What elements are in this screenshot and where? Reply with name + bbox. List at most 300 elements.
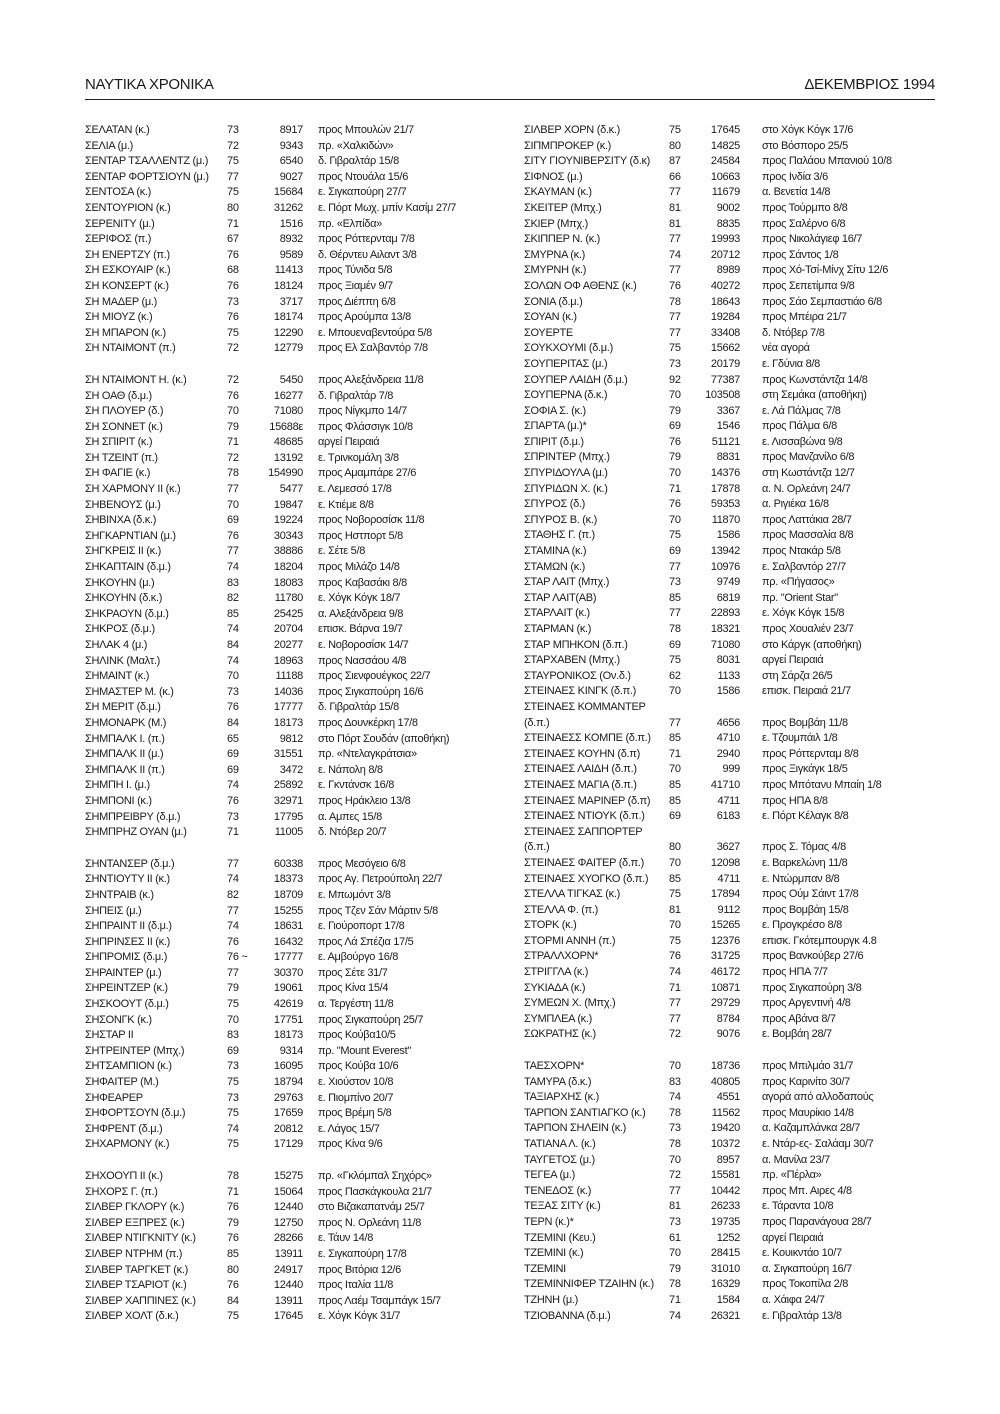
status-note: προς Φλάσσιγκ 10/8 (318, 420, 413, 433)
list-entry (524, 591, 964, 607)
list-entry (524, 560, 964, 576)
list-entry (524, 794, 964, 810)
list-entry (524, 1090, 964, 1106)
tonnage: 1586 (716, 685, 740, 698)
status-note: αγορά από αλλοδαπούς (762, 1091, 874, 1104)
tonnage: 20277 (273, 639, 303, 651)
build-year: 85 (227, 1247, 239, 1260)
build-year: 73 (227, 810, 239, 823)
status-note: ε. Χιούστον 10/8 (318, 1076, 394, 1089)
build-year: 69 (669, 420, 681, 433)
tonnage: 12750 (273, 1216, 303, 1229)
vessel-name: ΣΠΑΡΤΑ (μ.)* (524, 420, 587, 433)
vessel-name: ΣΗΚΡΑΟΥΝ (δ.μ.) (85, 607, 169, 620)
list-entry (85, 1231, 515, 1247)
status-note: ε. Τάραντα 10/8 (762, 1200, 834, 1213)
status-note: στο Βιζακαπατνάμ 25/7 (318, 1201, 425, 1214)
vessel-name: ΣΗΤΡΕΙΝΤΕΡ (Μπχ.) (85, 1044, 185, 1057)
list-entry (524, 575, 964, 591)
status-note: προς Καβασάκι 8/8 (318, 576, 407, 589)
status-note: ε. Τάυν 14/8 (318, 1232, 374, 1245)
tonnage: 8957 (716, 1153, 740, 1166)
list-entry (524, 700, 964, 716)
build-year: 77 (227, 483, 239, 496)
tonnage: 18083 (273, 576, 303, 589)
tonnage: 4551 (716, 1091, 740, 1104)
tonnage: 10871 (710, 981, 740, 994)
vessel-name: ΣΠΥΡΙΔΟΥΛΑ (μ.) (524, 467, 608, 480)
build-year: 75 (227, 1076, 239, 1089)
status-note: ε. Σιγκαπούρη 17/8 (318, 1247, 407, 1260)
list-entry (524, 1027, 964, 1043)
list-entry (85, 544, 515, 560)
build-year: 61 (669, 1231, 681, 1244)
build-year: 78 (669, 1106, 681, 1119)
right-column (524, 123, 964, 1324)
tonnage: 46172 (710, 966, 740, 979)
build-year: 81 (669, 1200, 681, 1213)
build-year: 74 (227, 1122, 239, 1135)
status-note: δ. Ντόβερ 20/7 (318, 826, 387, 839)
status-note: προς Αβάνα 8/7 (762, 1012, 836, 1025)
list-entry (85, 1028, 515, 1044)
tonnage: 14825 (710, 139, 740, 152)
vessel-name: ΤΑΕΣΧΟΡΝ* (524, 1060, 585, 1073)
vessel-name: ΣΕΡΙΦΟΣ (π.) (85, 233, 152, 246)
status-note: ε. Τζουμπάιλ 1/8 (762, 732, 838, 745)
list-entry (85, 763, 515, 779)
status-note: ε. Ντώρμπαν 8/8 (762, 872, 840, 885)
vessel-name: ΣΥΜΠΛΕΑ (κ.) (524, 1012, 592, 1025)
tonnage: 11870 (711, 513, 740, 526)
status-note: ε. Γιούροπορτ 17/8 (318, 920, 405, 933)
header-rule (85, 99, 935, 100)
vessel-name: ΣΜΥΡΝΗ (κ.) (524, 264, 587, 277)
vessel-name: ΣΤΑΡΛΑΙΤ (κ.) (524, 607, 590, 620)
tonnage: 13942 (710, 545, 740, 558)
status-note: ε. Βαρκελώνη 11/8 (762, 856, 848, 869)
build-year: 75 (669, 529, 681, 542)
list-entry (524, 544, 964, 560)
vessel-name: ΣΤΑΜΙΝΑ (κ.) (524, 545, 587, 558)
vessel-name: ΣΗΧΟΟΥΠ ΙΙ (κ.) (85, 1170, 163, 1182)
status-note: επισκ. Πειραιά 21/7 (762, 685, 851, 698)
status-note: προς Βομβάη 15/8 (762, 903, 849, 916)
list-entry (85, 498, 515, 514)
status-note: προς Τούρμπο 8/8 (762, 201, 848, 214)
tonnage: 11188 (275, 670, 303, 683)
build-year: 67 (227, 233, 239, 246)
build-year: 71 (227, 217, 239, 230)
status-note: προς Ντακάρ 5/8 (762, 545, 841, 558)
tonnage: 12376 (710, 934, 740, 947)
build-year: 76 (227, 701, 239, 714)
tonnage: 30370 (273, 966, 303, 979)
build-year: 81 (669, 903, 681, 916)
tonnage: 4711 (717, 872, 740, 885)
status-note: ε. Σέτε 5/8 (318, 545, 366, 558)
list-entry (524, 1277, 964, 1293)
list-entry (524, 482, 964, 498)
vessel-name: ΣΤΑΡ ΜΠΗΚΟΝ (δ.π.) (524, 638, 628, 651)
vessel-name: ΣΤΑΘΗΣ Γ. (π.) (524, 529, 595, 542)
status-note: προς Σ. Τόμας 4/8 (762, 841, 846, 854)
build-year: 71 (669, 482, 681, 495)
vessel-name: ΣΗ ΜΙΟΥΖ (κ.) (85, 311, 153, 324)
build-year: 77 (227, 170, 239, 183)
vessel-name: ΣΗΠΡΟΜΙΣ (δ.μ.) (85, 951, 168, 964)
entry-group (85, 1169, 515, 1325)
list-entry (85, 904, 515, 920)
status-note: α. Τεργέστη 11/8 (318, 998, 394, 1011)
status-note: ε. Χόγκ Κόγκ 18/7 (318, 592, 401, 605)
status-note: ε. Κτιέμε 8/8 (318, 498, 374, 511)
list-entry (85, 716, 515, 732)
tonnage: 6540 (279, 155, 303, 168)
list-entry (524, 341, 964, 357)
vessel-name: ΤΑΜΥΡΑ (δ.κ.) (524, 1075, 592, 1088)
build-year: 80 (669, 139, 681, 152)
list-entry (524, 435, 964, 451)
list-entry (85, 1106, 515, 1122)
status-note: προς Σαλέρνο 6/8 (762, 217, 846, 230)
tonnage: 9812 (279, 732, 303, 745)
list-entry (524, 1168, 964, 1184)
tonnage: 9343 (279, 139, 303, 152)
status-note: προς Νικολάγιεφ 16/7 (762, 233, 863, 246)
status-note: προς Κούβα10/5 (318, 1029, 396, 1042)
vessel-name: ΣΕΝΤΟΥΡΙΟΝ (κ.) (85, 201, 171, 214)
tonnage: 12440 (273, 1279, 303, 1292)
status-note: προς Κούβα 10/6 (318, 1060, 399, 1073)
vessel-name: ΤΖΕΜΙΝΝΙΦΕΡ ΤΖΑΙΗΝ (κ.) (524, 1278, 654, 1291)
tonnage: 15265 (710, 919, 740, 932)
build-year: 76 (669, 498, 681, 511)
build-year: 73 (227, 124, 239, 136)
status-note: στο Κάργκ (αποθήκη) (762, 638, 862, 651)
vessel-name: ΣΠΥΡΟΣ (δ.) (524, 498, 586, 511)
list-entry (524, 762, 964, 778)
vessel-name: ΣΗ ΝΤΑΙΜΟΝΤ Η. (κ.) (85, 373, 187, 386)
tonnage: 15064 (273, 1185, 303, 1198)
build-year: 73 (227, 685, 239, 698)
vessel-name: ΣΗΡΑΙΝΤΕΡ (μ.) (85, 966, 162, 979)
vessel-name: ΣΗΜΠΑΛΚ Ι. (π.) (85, 732, 165, 745)
tonnage: 1586 (716, 529, 740, 542)
list-entry (85, 1122, 515, 1138)
vessel-name: ΣΗΦΡΕΝΤ (δ.μ.) (85, 1122, 163, 1135)
tonnage: 3717 (279, 295, 303, 308)
vessel-name: ΣΗ ΜΕΡΙΤ (δ.μ.) (85, 701, 161, 714)
status-note: δ. Γιβραλτάρ 7/8 (318, 389, 394, 402)
build-year: 71 (669, 747, 681, 760)
vessel-name: ΣΤΡΙΓΓΛΑ (κ.) (524, 966, 589, 979)
vessel-name: ΣΗΦΕΑΡΕΡ (85, 1091, 143, 1104)
status-note: νέα αγορά (762, 342, 810, 355)
build-year: 77 (669, 326, 681, 339)
build-year: 83 (227, 1029, 239, 1042)
status-note: προς Σέτε 31/7 (318, 966, 388, 979)
vessel-name: ΣΗ ΧΑΡΜΟΝΥ ΙΙ (κ.) (85, 483, 181, 496)
list-entry (524, 996, 964, 1012)
tonnage: 48685 (273, 436, 303, 449)
vessel-name: ΤΕΡΝ (κ.)* (524, 1215, 574, 1228)
vessel-name: ΣΠΥΡΙΔΩΝ Χ. (κ.) (524, 482, 608, 495)
tonnage: 19993 (710, 233, 740, 246)
list-entry (524, 606, 964, 622)
vessel-name: ΣΗΠΕΙΣ (μ.) (85, 904, 142, 917)
tonnage: 20812 (273, 1122, 303, 1135)
vessel-name: ΣΚΑΥΜΑΝ (κ.) (524, 186, 592, 199)
list-entry (85, 310, 515, 326)
vessel-name: ΣΙΛΒΕΡ ΤΣΑΡΙΟΤ (κ.) (85, 1279, 187, 1292)
list-entry (524, 388, 964, 404)
tonnage: 17777 (273, 951, 303, 964)
build-year: 72 (227, 342, 239, 355)
list-entry (524, 825, 964, 841)
build-year: 74 (227, 779, 239, 792)
vessel-name: ΣΤΕΙΝΑΕΣ ΦΑΙΤΕΡ (δ.π.) (524, 856, 645, 869)
list-entry (85, 669, 515, 685)
build-year: 74 (227, 654, 239, 667)
tonnage: 9076 (716, 1028, 740, 1041)
status-note: προς Αργεντινή 4/8 (762, 997, 851, 1010)
status-note: ε. Πιομπίνο 20/7 (318, 1091, 394, 1104)
build-year: 78 (227, 467, 239, 480)
tonnage: 17795 (273, 810, 303, 823)
build-year: 75 (669, 888, 681, 901)
build-year: 68 (227, 264, 239, 277)
vessel-name: ΣΤΕΙΝΑΕΣ ΚΟΜΜΑΝΤΕΡ (524, 700, 646, 713)
vessel-name: ΣΟΦΙΑ Σ. (κ.) (524, 404, 586, 417)
build-year: 71 (669, 1293, 681, 1306)
tonnage: 8831 (716, 451, 740, 464)
build-year: 77 (669, 233, 681, 246)
list-entry (524, 217, 964, 233)
tonnage: 31725 (710, 950, 740, 963)
tonnage: 59353 (710, 498, 740, 511)
status-note: α. Μανίλα 23/7 (762, 1153, 830, 1166)
status-note: ε. Λάγος 15/7 (318, 1122, 380, 1135)
vessel-name: ΤΑΥΓΕΤΟΣ (μ.) (524, 1153, 595, 1166)
list-entry (524, 497, 964, 513)
vessel-name: ΣΤΑΜΩΝ (κ.) (524, 560, 586, 573)
list-entry (524, 279, 964, 295)
list-entry (524, 1012, 964, 1028)
status-note: ε. Χόγκ Κόγκ 31/7 (318, 1310, 401, 1323)
status-note: α. Ριγιέκα 16/8 (762, 498, 829, 511)
build-year: 70 (669, 1153, 681, 1166)
status-note: προς ΗΠΑ 7/7 (762, 966, 828, 979)
status-note: προς Ιταλία 11/8 (318, 1279, 394, 1292)
vessel-name: ΣΤΕΛΛΑ ΤΙΓΚΑΣ (κ.) (524, 888, 620, 901)
build-year: 75 (669, 934, 681, 947)
tonnage: 32971 (273, 794, 303, 807)
status-note: ε. Γιβραλτάρ 13/8 (762, 1309, 842, 1322)
list-entry (85, 1169, 515, 1185)
build-year: 87 (669, 155, 681, 168)
tonnage: 15684 (273, 186, 303, 199)
list-entry (85, 700, 515, 716)
tonnage: 17894 (710, 888, 740, 901)
status-note: προς Σιενφουέγκος 22/7 (318, 670, 431, 683)
list-entry (524, 326, 964, 342)
list-entry (524, 856, 964, 872)
list-entry (85, 794, 515, 810)
tonnage: 24917 (273, 1263, 303, 1276)
status-note: προς Σιγκαπούρη 3/8 (762, 981, 862, 994)
list-entry (85, 170, 515, 186)
list-entry (85, 981, 515, 997)
status-note: πρ. «Ελπίδα» (318, 217, 382, 230)
status-note: πρ. «Πέρλα» (762, 1169, 822, 1182)
tonnage: 15581 (710, 1169, 740, 1182)
list-entry (524, 872, 964, 888)
build-year: 84 (227, 1294, 239, 1307)
status-note: προς Ξιγκάγκ 18/5 (762, 763, 848, 776)
status-note: ε. Μπωμόντ 3/8 (318, 888, 391, 901)
vessel-name: ΣΙΛΒΕΡ ΓΚΛΟΡΥ (κ.) (85, 1201, 185, 1214)
vessel-name: ΣΠΡΙΝΤΕΡ (Μπχ.) (524, 451, 610, 464)
list-entry (85, 1075, 515, 1091)
list-entry (524, 1293, 964, 1309)
build-year: 72 (227, 451, 239, 464)
status-note: πρ. «Χαλκιδών» (318, 139, 394, 152)
status-note: προς Μπότανυ Μπαίη 1/8 (762, 778, 882, 791)
build-year: 85 (669, 778, 681, 791)
tonnage: 41710 (710, 778, 740, 791)
list-entry (85, 451, 515, 467)
list-entry (524, 528, 964, 544)
tonnage: 18794 (273, 1076, 303, 1089)
tonnage: 8917 (279, 124, 303, 136)
status-note: α. Αμπες 15/8 (318, 810, 382, 823)
status-note: στη Σεμάκα (αποθήκη) (762, 389, 867, 402)
build-year: 72 (227, 373, 239, 386)
build-year: 73 (227, 295, 239, 308)
build-year: 70 (669, 919, 681, 932)
build-year: 75 (227, 1138, 239, 1151)
build-year: 69 (669, 638, 681, 651)
vessel-name: ΣΗΜΑΙΝΤ (κ.) (85, 670, 150, 683)
list-entry (85, 139, 515, 155)
tonnage: 18173 (273, 716, 303, 729)
list-entry (85, 1137, 515, 1153)
list-entry (85, 420, 515, 436)
tonnage: 19420 (710, 1122, 740, 1135)
status-note: προς Τοκοπίλα 2/8 (762, 1278, 849, 1291)
list-entry (524, 1121, 964, 1137)
status-note: προς Χουαλιέν 23/7 (762, 623, 854, 635)
status-note: προς Ηστπορτ 5/8 (318, 529, 403, 542)
build-year: 79 (669, 1262, 681, 1275)
list-entry (524, 1137, 964, 1153)
build-year: 76 (227, 529, 239, 542)
status-note: αργεί Πειραιά (762, 1231, 824, 1244)
status-note: ε. Ντάρ-ες- Σαλάαμ 30/7 (762, 1138, 874, 1150)
list-entry (85, 279, 515, 295)
status-note: ε. Χόγκ Κόγκ 15/8 (762, 607, 845, 620)
list-entry (85, 1013, 515, 1029)
list-entry (85, 857, 515, 873)
tonnage: 24584 (710, 155, 740, 168)
tonnage: 3367 (716, 404, 740, 417)
build-year: 70 (669, 856, 681, 869)
build-year: 78 (669, 1278, 681, 1291)
vessel-name: ΣΙΛΒΕΡ ΝΤΙΓΚΝΙΤΥ (κ.) (85, 1232, 196, 1245)
status-note: πρ. "Orient Star" (762, 591, 838, 604)
vessel-name: ΣΚΙΠΠΕΡ Ν. (κ.) (524, 233, 601, 246)
build-year: 77 (669, 1012, 681, 1025)
vessel-name: ΣΗ ΣΟΝΝΕΤ (κ.) (85, 420, 163, 433)
list-entry (524, 1059, 964, 1075)
tonnage: 12440 (273, 1201, 303, 1214)
vessel-name: ΤΑΡΠΟΝ ΣΗΛΕΙΝ (κ.) (524, 1122, 627, 1135)
vessel-name: ΣΤΕΙΝΑΕΣ ΜΑΡΙΝΕΡ (δ.π) (524, 794, 651, 807)
vessel-name: ΣΥΜΕΩΝ Χ. (Μπχ.) (524, 997, 616, 1010)
tonnage: 9749 (716, 576, 740, 589)
tonnage: 5450 (279, 373, 303, 386)
status-note: προς Ούμ Σάιντ 17/8 (762, 888, 859, 901)
tonnage: 6819 (716, 591, 740, 604)
list-entry (85, 1200, 515, 1216)
vessel-name: ΣΗ ΟΑΘ (δ.μ.) (85, 389, 152, 402)
build-year: 74 (227, 920, 239, 933)
tonnage: 18709 (273, 888, 303, 901)
tonnage: 18963 (273, 654, 303, 667)
status-note: προς Λά Σπέζια 17/5 (318, 935, 414, 948)
vessel-name: ΣΗΚΑΠΤΑΙΝ (δ.μ.) (85, 561, 171, 574)
tonnage: 15662 (710, 342, 740, 355)
tonnage: 8784 (716, 1012, 740, 1025)
tonnage: 18321 (710, 623, 740, 635)
vessel-name: ΣΤΕΙΝΑΕΣ ΜΑΓΙΑ (δ.π.) (524, 778, 637, 791)
vessel-name: ΣΟΝΙΑ (δ.μ.) (524, 295, 583, 308)
build-year: 70 (227, 670, 239, 683)
vessel-name: ΣΙΠΜΠΡΟΚΕΡ (κ.) (524, 139, 612, 152)
list-entry (524, 684, 964, 700)
tonnage: 40805 (710, 1075, 740, 1088)
tonnage: 11005 (274, 826, 303, 839)
status-note: προς Πασκάγκουλα 21/7 (318, 1185, 432, 1198)
tonnage: 17751 (273, 1013, 303, 1026)
list-entry (85, 201, 515, 217)
vessel-name: ΤΖΗΝΗ (μ.) (524, 1293, 579, 1306)
list-entry (524, 170, 964, 186)
vessel-name: ΣΙΛΒΕΡ ΧΟΛΤ (δ.κ.) (85, 1310, 179, 1323)
tonnage: 4711 (717, 794, 740, 807)
status-note: πρ. "Mount Everest" (318, 1044, 411, 1057)
vessel-name: ΣΗ ΠΛΟΥΕΡ (δ.) (85, 405, 164, 418)
list-entry (85, 1091, 515, 1107)
build-year: 65 (227, 732, 239, 745)
vessel-name: ΣΤΕΙΝΑΕΣΣ ΚΟΜΠΕ (δ.π.) (524, 732, 651, 745)
list-entry (85, 389, 515, 405)
vessel-name: ΤΑΞΙΑΡΧΗΣ (κ.) (524, 1091, 599, 1104)
build-year: 73 (669, 1122, 681, 1135)
tonnage: 42619 (273, 998, 303, 1011)
build-year: 76 (227, 279, 239, 292)
status-note: προς Ξιαμέν 9/7 (318, 279, 393, 292)
tonnage: 18736 (710, 1060, 740, 1073)
build-year: 78 (227, 1170, 239, 1182)
build-year: 79 (669, 451, 681, 464)
tonnage: 12098 (710, 856, 740, 869)
build-year: 74 (669, 248, 681, 261)
vessel-name: ΣΟΥΠΕΡ ΛΑΙΔΗ (δ.μ.) (524, 373, 628, 386)
status-note: προς Κίνα 9/6 (318, 1138, 383, 1151)
list-entry (524, 981, 964, 997)
